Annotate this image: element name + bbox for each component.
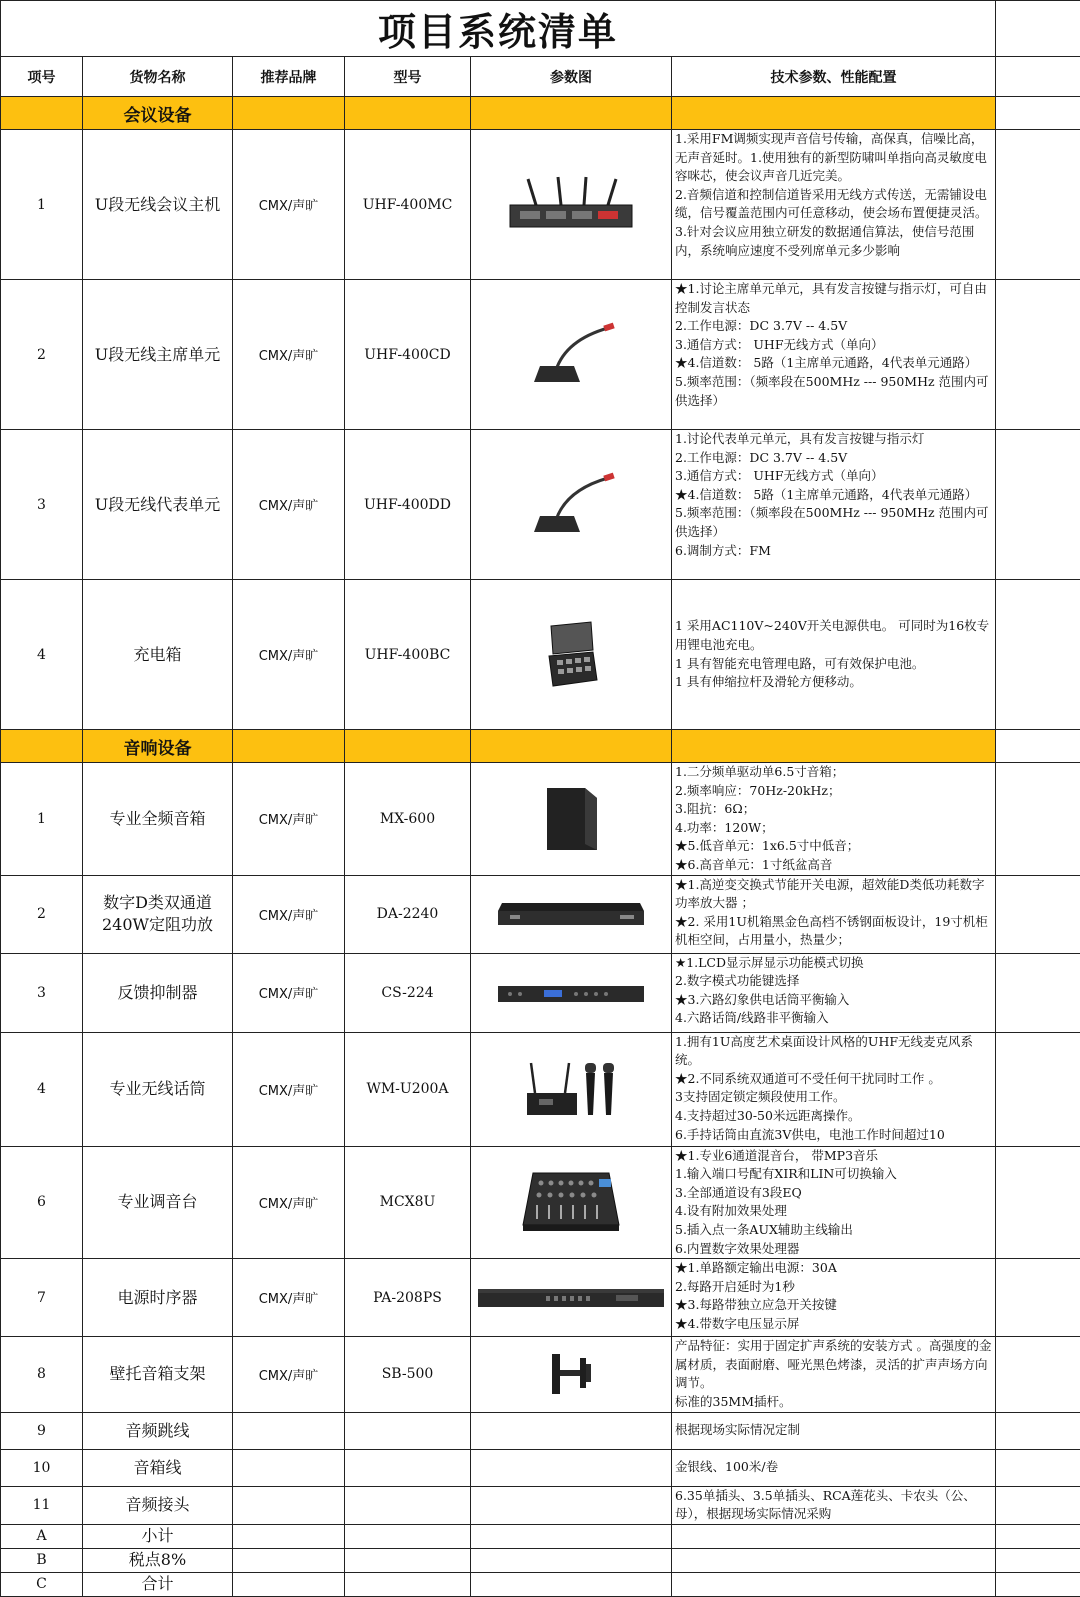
item-name: 壁托音箱支架: [83, 1337, 233, 1412]
item-no: 3: [1, 953, 83, 1032]
item-specs: ★1.LCD显示屏显示功能模式切换 2.数字模式功能键选择 ★3.六路幻象供电话筒平衡输入 4.六路话筒/线路非平衡输入: [672, 953, 996, 1032]
item-model: MCX8U: [345, 1146, 471, 1259]
item-no: 9: [1, 1412, 83, 1449]
item-no: 8: [1, 1337, 83, 1412]
empty-cell: [996, 1, 1080, 57]
section-row-conference: [1, 97, 1080, 130]
item-model: DA-2240: [345, 875, 471, 953]
item-brand: CMX/声旷: [233, 580, 345, 730]
item-name: 音箱线: [83, 1449, 233, 1486]
item-model: CS-224: [345, 953, 471, 1032]
item-specs: 1 采用AC110V~240V开关电源供电。 可同时为16枚专用锂电池充电。 1 具有智能充电管理电路，可有效保护电池。 1 具有伸缩拉杆及滑轮方便移动。: [672, 580, 996, 730]
table-row: [1, 1449, 1080, 1486]
mixer-icon: [471, 1146, 672, 1259]
item-brand: CMX/声旷: [233, 130, 345, 280]
table-row: [1, 1259, 1080, 1337]
header-item-name: 货物名称: [83, 57, 233, 97]
section-title: 音响设备: [83, 730, 233, 763]
item-no: 7: [1, 1259, 83, 1337]
gooseneck-mic-icon: [471, 430, 672, 580]
item-no: 10: [1, 1449, 83, 1486]
item-name: 音频接头: [83, 1486, 233, 1524]
item-name: U段无线代表单元: [83, 430, 233, 580]
item-specs: 6.35单插头、3.5单插头、RCA莲花头、卡农头（公、母），根据现场实际情况采购: [672, 1486, 996, 1524]
item-name: U段无线主席单元: [83, 280, 233, 430]
item-specs: 根据现场实际情况定制: [672, 1412, 996, 1449]
item-name: 专业全频音箱: [83, 763, 233, 876]
power-sequencer-icon: [471, 1259, 672, 1337]
item-specs: ★1.专业6通道混音台， 带MP3音乐 1.输入端口号配有XIR和LIN可切换输入 3.全部通道设有3段EQ 4.设有附加效果处理 5.插入点一条AUX辅助主线输出 6.内置数字效果处理器: [672, 1146, 996, 1259]
item-model: WM-U200A: [345, 1032, 471, 1146]
item-name: U段无线会议主机: [83, 130, 233, 280]
table-row: [1, 1337, 1080, 1412]
item-name: 数字D类双通道240W定阻功放: [83, 875, 233, 953]
item-specs: ★1.单路额定输出电源：30A 2.每路开启延时为1秒 ★3.每路带独立应急开关按键 ★4.带数字电压显示屏: [672, 1259, 996, 1337]
item-no: 4: [1, 1032, 83, 1146]
item-specs: 金银线、100米/卷: [672, 1449, 996, 1486]
item-brand: CMX/声旷: [233, 1337, 345, 1412]
item-specs: ★1.讨论主席单元单元，具有发言按键与指示灯，可自由控制发言状态 2.工作电源：DC 3.7V -- 4.5V 3.通信方式： UHF无线方式（单向） ★4.信道数： 5路（1主席单元通路，4代表单元通路） 5.频率范围：（频率段在500MHz --- 950MHz 范围内可供选择）: [672, 280, 996, 430]
item-brand: CMX/声旷: [233, 875, 345, 953]
item-specs: 1.讨论代表单元单元，具有发言按键与指示灯 2.工作电源：DC 3.7V -- 4.5V 3.通信方式： UHF无线方式（单向） ★4.信道数： 5路（1主席单元通路，4代表单元通路） 5.频率范围：（频率段在500MHz --- 950MHz 范围内可供选择） 6.调制方式：FM: [672, 430, 996, 580]
tax-row: B 税点8%: [1, 1548, 1080, 1572]
item-model: UHF-400BC: [345, 580, 471, 730]
page-title: 项目系统清单: [1, 1, 996, 57]
table-row: [1, 953, 1080, 1032]
wall-bracket-icon: [471, 1337, 672, 1412]
item-specs: 产品特征：实用于固定扩声系统的安装方式 。高强度的金属材质，表面耐磨、哑光黑色烤漆，灵活的扩声声场方向调节。 标准的35MM插杆。: [672, 1337, 996, 1412]
item-no: 4: [1, 580, 83, 730]
item-brand: CMX/声旷: [233, 953, 345, 1032]
wireless-mic-icon: [471, 1032, 672, 1146]
item-no: 6: [1, 1146, 83, 1259]
table-row: [1, 430, 1080, 580]
gooseneck-mic-icon: [471, 280, 672, 430]
item-name: 电源时序器: [83, 1259, 233, 1337]
header-row: [1, 57, 1080, 97]
item-model: UHF-400MC: [345, 130, 471, 280]
header-item-no: 项号: [1, 57, 83, 97]
table-row: [1, 280, 1080, 430]
item-model: UHF-400CD: [345, 280, 471, 430]
item-no: 1: [1, 763, 83, 876]
table-row: [1, 875, 1080, 953]
item-brand: CMX/声旷: [233, 1259, 345, 1337]
item-specs: 1.拥有1U高度艺术桌面设计风格的UHF无线麦克风系统。 ★2.不同系统双通道可不受任何干扰同时工作 。 3支持固定锁定频段使用工作。 4.支持超过30-50米远距离操作。 6.手持话筒由直流3V供电，电池工作时间超过10: [672, 1032, 996, 1146]
item-specs: ★1.高逆变交换式节能开关电源，超效能D类低功耗数字功率放大器 ； ★2. 采用1U机箱黑金色高档不锈钢面板设计，19寸机柜机柜空间，占用量小，热量少；: [672, 875, 996, 953]
table-row: [1, 1032, 1080, 1146]
item-model: MX-600: [345, 763, 471, 876]
table-row: [1, 130, 1080, 280]
item-model: PA-208PS: [345, 1259, 471, 1337]
item-name: 充电箱: [83, 580, 233, 730]
item-specs: 1.二分频单驱动单6.5寸音箱； 2.频率响应：70Hz-20kHz； 3.阻抗：6Ω； 4.功率：120W； ★5.低音单元：1x6.5寸中低音； ★6.高音单元：1寸纸盆高音: [672, 763, 996, 876]
item-brand: CMX/声旷: [233, 1146, 345, 1259]
item-no: 1: [1, 130, 83, 280]
total-row: C 合计: [1, 1572, 1080, 1596]
header-image: 参数图: [471, 57, 672, 97]
item-brand: CMX/声旷: [233, 763, 345, 876]
item-no: 3: [1, 430, 83, 580]
item-name: 专业无线话筒: [83, 1032, 233, 1146]
item-no: 11: [1, 1486, 83, 1524]
amplifier-icon: [471, 875, 672, 953]
item-name: 音频跳线: [83, 1412, 233, 1449]
speaker-icon: [471, 763, 672, 876]
charging-case-icon: [471, 580, 672, 730]
item-no: 2: [1, 280, 83, 430]
empty-cell: [996, 57, 1080, 97]
item-brand: CMX/声旷: [233, 430, 345, 580]
header-model: 型号: [345, 57, 471, 97]
subtotal-row: A 小计: [1, 1524, 1080, 1548]
table-row: [1, 580, 1080, 730]
header-brand: 推荐品牌: [233, 57, 345, 97]
header-specs: 技术参数、性能配置: [672, 57, 996, 97]
item-name: 反馈抑制器: [83, 953, 233, 1032]
table-row: [1, 763, 1080, 876]
item-no: 2: [1, 875, 83, 953]
item-brand: CMX/声旷: [233, 280, 345, 430]
item-model: UHF-400DD: [345, 430, 471, 580]
feedback-suppressor-icon: [471, 953, 672, 1032]
table-row: [1, 1486, 1080, 1524]
item-model: SB-500: [345, 1337, 471, 1412]
table-row: [1, 1412, 1080, 1449]
section-row-audio: [1, 730, 1080, 763]
table-row: [1, 1146, 1080, 1259]
item-brand: CMX/声旷: [233, 1032, 345, 1146]
wireless-receiver-icon: [471, 130, 672, 280]
item-name: 专业调音台: [83, 1146, 233, 1259]
section-title: 会议设备: [83, 97, 233, 130]
item-specs: 1.采用FM调频实现声音信号传输，高保真，信噪比高，无声音延时。1.使用独有的新型防啸叫单指向高灵敏度电容咪芯，使会议声音几近完美。 2.音频信道和控制信道皆采用无线方式传送，无需铺设电缆，信号覆盖范围内可任意移动，使会场布置便捷灵活。 3.针对会议应用独立研发的数据通信算法，使信号范围内，系统响应速度不受列席单元多少影响: [672, 130, 996, 280]
